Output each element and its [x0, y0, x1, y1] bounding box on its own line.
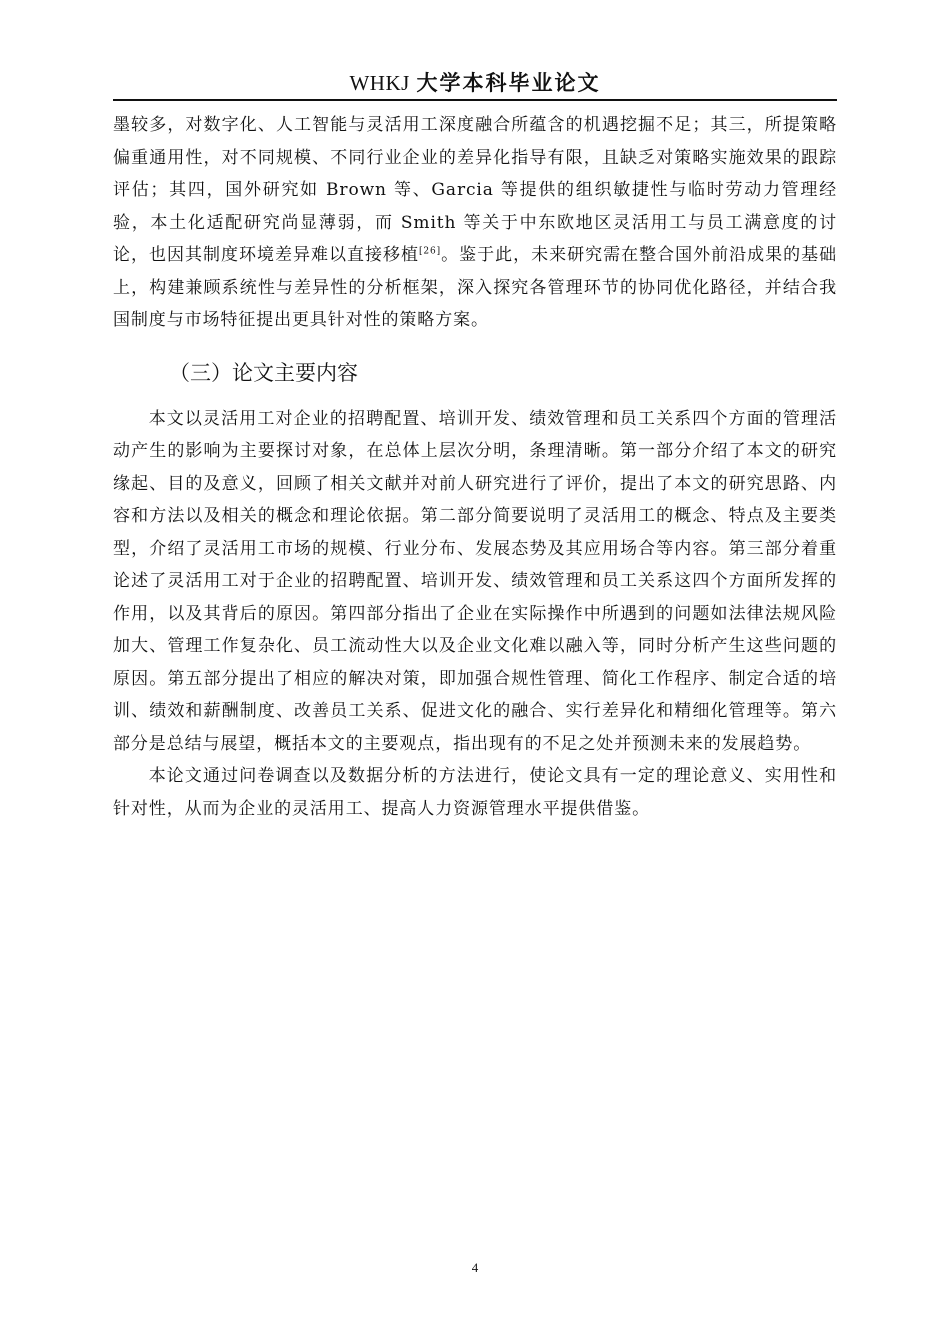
- citation-marker: [26]: [418, 246, 442, 257]
- continued-paragraph-text-after: 。鉴于此，未来研究需在整合国外前沿成果的基础上，构建兼顾系统性与差异性的分析框架，深入探究各管理环节的协同优化路径，并结合我国制度与市场特征提出更具针对性的策略方案。: [113, 245, 837, 330]
- continued-paragraph-text: 墨较多，对数字化、人工智能与灵活用工深度融合所蕴含的机遇挖掘不足；其三，所提策略偏重通用性，对不同规模、不同行业企业的差异化指导有限，且缺乏对策略实施效果的跟踪评估；其四，国外研究如 Brown 等、Garcia 等提供的组织敏捷性与临时劳动力管理经验，本土化适配研究尚显薄弱，而 Smith 等关于中东欧地区灵活用工与员工满意度的讨论，也因其制度环境差异难以直接移植: [113, 115, 837, 265]
- page-body: [113, 109, 837, 825]
- page-number: 4: [471, 1260, 479, 1275]
- section-heading: （三）论文主要内容: [169, 360, 358, 385]
- header-code: WHKJ: [349, 71, 410, 95]
- body-paragraph-1: 本文以灵活用工对企业的招聘配置、培训开发、绩效管理和员工关系四个方面的管理活动产生的影响为主要探讨对象，在总体上层次分明，条理清晰。第一部分介绍了本文的研究缘起、目的及意义，回顾了相关文献并对前人研究进行了评价，提出了本文的研究思路、内容和方法以及相关的概念和理论依据。第二部分简要说明了灵活用工的概念、特点及主要类型，介绍了灵活用工市场的规模、行业分布、发展态势及其应用场合等内容。第三部分着重论述了灵活用工对于企业的招聘配置、培训开发、绩效管理和员工关系这四个方面所发挥的作用，以及其背后的原因。第四部分指出了企业在实际操作中所遇到的问题如法律法规风险加大、管理工作复杂化、员工流动性大以及企业文化难以融入等，同时分析产生这些问题的原因。第五部分提出了相应的解决对策，即加强合规性管理、简化工作程序、制定合适的培训、绩效和薪酬制度、改善员工关系、促进文化的融合、实行差异化和精细化管理等。第六部分是总结与展望，概括本文的主要观点，指出现有的不足之处并预测未来的发展趋势。: [113, 408, 837, 754]
- header-divider: [113, 99, 837, 101]
- header-title: 大学本科毕业论文: [416, 71, 601, 95]
- page-header: [113, 66, 837, 100]
- continued-paragraph: [113, 109, 837, 337]
- body-paragraph-2: 本论文通过问卷调查以及数据分析的方法进行，使论文具有一定的理论意义、实用性和针对性，从而为企业的灵活用工、提高人力资源管理水平提供借鉴。: [113, 766, 837, 819]
